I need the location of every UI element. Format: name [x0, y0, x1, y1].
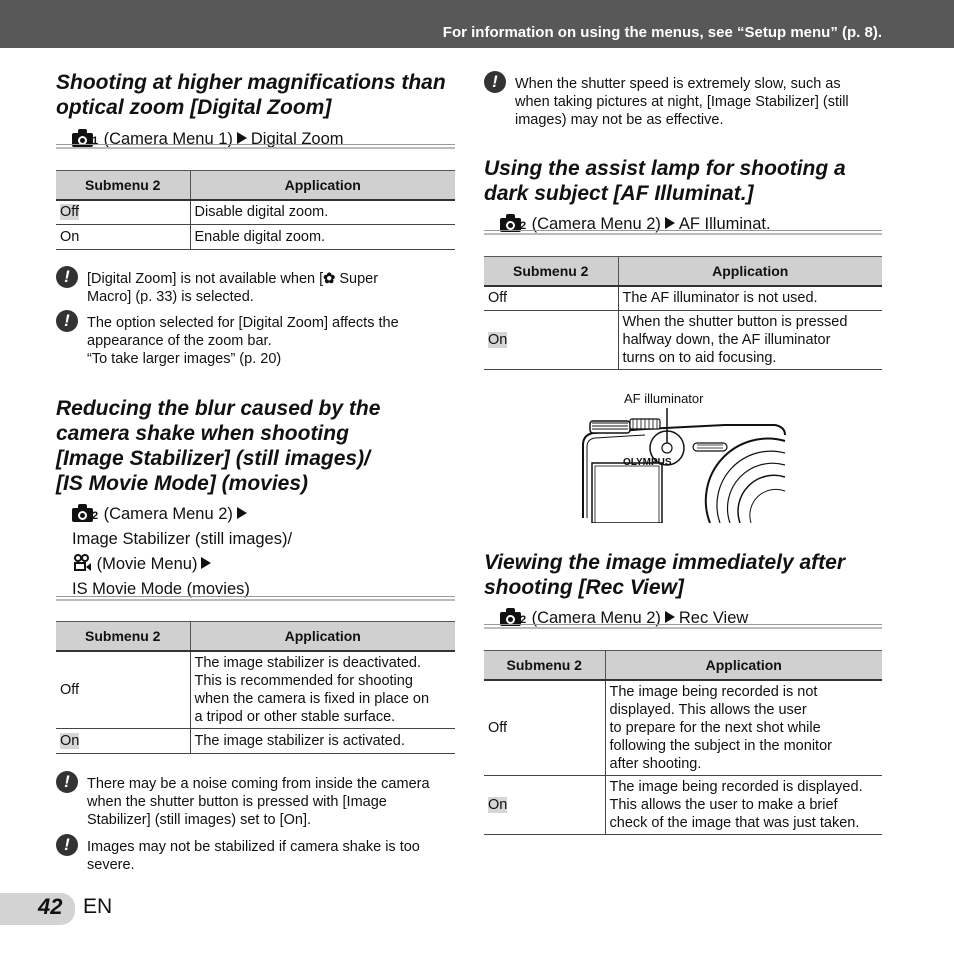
rec-view-menu-path: 2 (Camera Menu 2) Rec View [500, 606, 748, 631]
arrow-right-icon [201, 557, 211, 569]
brand-text: OLYMPUS [623, 457, 672, 468]
arrow-right-icon [237, 507, 247, 519]
stabilizer-menu-path: 2 (Camera Menu 2) Image Stabilizer (still images)/ (Movie Menu) IS Movie Mode (movies) [72, 505, 293, 598]
path-underline [56, 144, 455, 149]
table-row: On The image stabilizer is activated. [56, 728, 455, 753]
arrow-right-icon [665, 217, 675, 229]
caution-icon: ! [484, 71, 506, 93]
header-text: For information on using the menus, see “Setup menu” (p. 8). [442, 24, 882, 41]
path-underline [484, 230, 882, 235]
caution-icon: ! [56, 834, 78, 856]
path-underline [56, 596, 455, 601]
af-menu-path: 2 (Camera Menu 2) AF Illuminat. [500, 212, 771, 237]
language-label: EN [83, 895, 113, 918]
note-digital-zoom-1: [Digital Zoom] is not available when [✿ Super Macro] (p. 33) is selected. [87, 271, 379, 305]
table-row: Off The image stabilizer is deactivated. This is recommended for shooting when the camera is fixed in place on a tripod or other stable surface. [56, 651, 455, 729]
digital-zoom-table: Submenu 2 Application Off Disable digital zoom. On Enable digital zoom. [56, 170, 455, 250]
caution-icon: ! [56, 266, 78, 288]
super-macro-icon: ✿ [323, 271, 336, 287]
af-table: Submenu 2 Application Off The AF illuminator is not used. On When the shutter button is pressed halfway down, the AF illuminator turns on to aid focusing. [484, 256, 882, 370]
arrow-right-icon [665, 611, 675, 623]
movie-icon [72, 554, 92, 572]
path-underline [484, 624, 882, 629]
table-row: Off The AF illuminator is not used. [484, 286, 882, 311]
af-illuminator-label: AF illuminator [624, 391, 704, 406]
note-slow-shutter: When the shutter speed is extremely slow, such as when taking pictures at night, [Image Stabilizer] (still images) may not be as effective. [515, 76, 849, 128]
digital-zoom-menu-path: 1 (Camera Menu 1) Digital Zoom [72, 127, 344, 152]
caution-icon: ! [56, 771, 78, 793]
camera-icon: 2 [72, 504, 97, 522]
rec-view-table: Submenu 2 Application Off The image being recorded is not displayed. This allows the user to prepare for the next shot while following the subject in the monitor after shooting. On The image being recorded is displayed. This allows the user to make a brief check of the image that was just taken. [484, 650, 882, 835]
camera-icon: 2 [500, 214, 525, 232]
caution-icon: ! [56, 310, 78, 332]
table-row: On Enable digital zoom. [56, 225, 455, 250]
camera-illustration [575, 405, 790, 523]
table-row: Off Disable digital zoom. [56, 200, 455, 225]
arrow-right-icon [237, 132, 247, 144]
note-stabilizer-1: There may be a noise coming from inside the camera when the shutter button is pressed with [Image Stabilizer] (still images) set to [On]. [87, 776, 430, 828]
page-number: 42 [38, 894, 63, 919]
stabilizer-title: Reducing the blur caused by the camera shake when shooting [Image Stabilizer] (still images)/ [IS Movie Mode] (movies) [56, 397, 381, 495]
note-digital-zoom-2: The option selected for [Digital Zoom] affects the appearance of the zoom bar. “To take larger images” (p. 20) [87, 315, 399, 367]
digital-zoom-title: Shooting at higher magnifications than optical zoom [Digital Zoom] [56, 71, 446, 119]
table-row: Off The image being recorded is not displayed. This allows the user to prepare for the next shot while following the subject in the monitor after shooting. [484, 680, 882, 776]
stabilizer-table: Submenu 2 Application Off The image stabilizer is deactivated. This is recommended for shooting when the camera is fixed in place on a tripod or other stable surface. On The image stabilizer is activated. [56, 621, 455, 754]
af-illuminator-title: Using the assist lamp for shooting a dark subject [AF Illuminat.] [484, 157, 846, 205]
table-row: On When the shutter button is pressed halfway down, the AF illuminator turns on to aid focusing. [484, 311, 882, 370]
rec-view-title: Viewing the image immediately after shooting [Rec View] [484, 551, 845, 599]
note-stabilizer-2: Images may not be stabilized if camera shake is too severe. [87, 839, 420, 873]
camera-icon: 1 [72, 129, 97, 147]
table-row: On The image being recorded is displayed. This allows the user to make a brief check of the image that was just taken. [484, 775, 882, 834]
camera-icon: 2 [500, 608, 525, 626]
